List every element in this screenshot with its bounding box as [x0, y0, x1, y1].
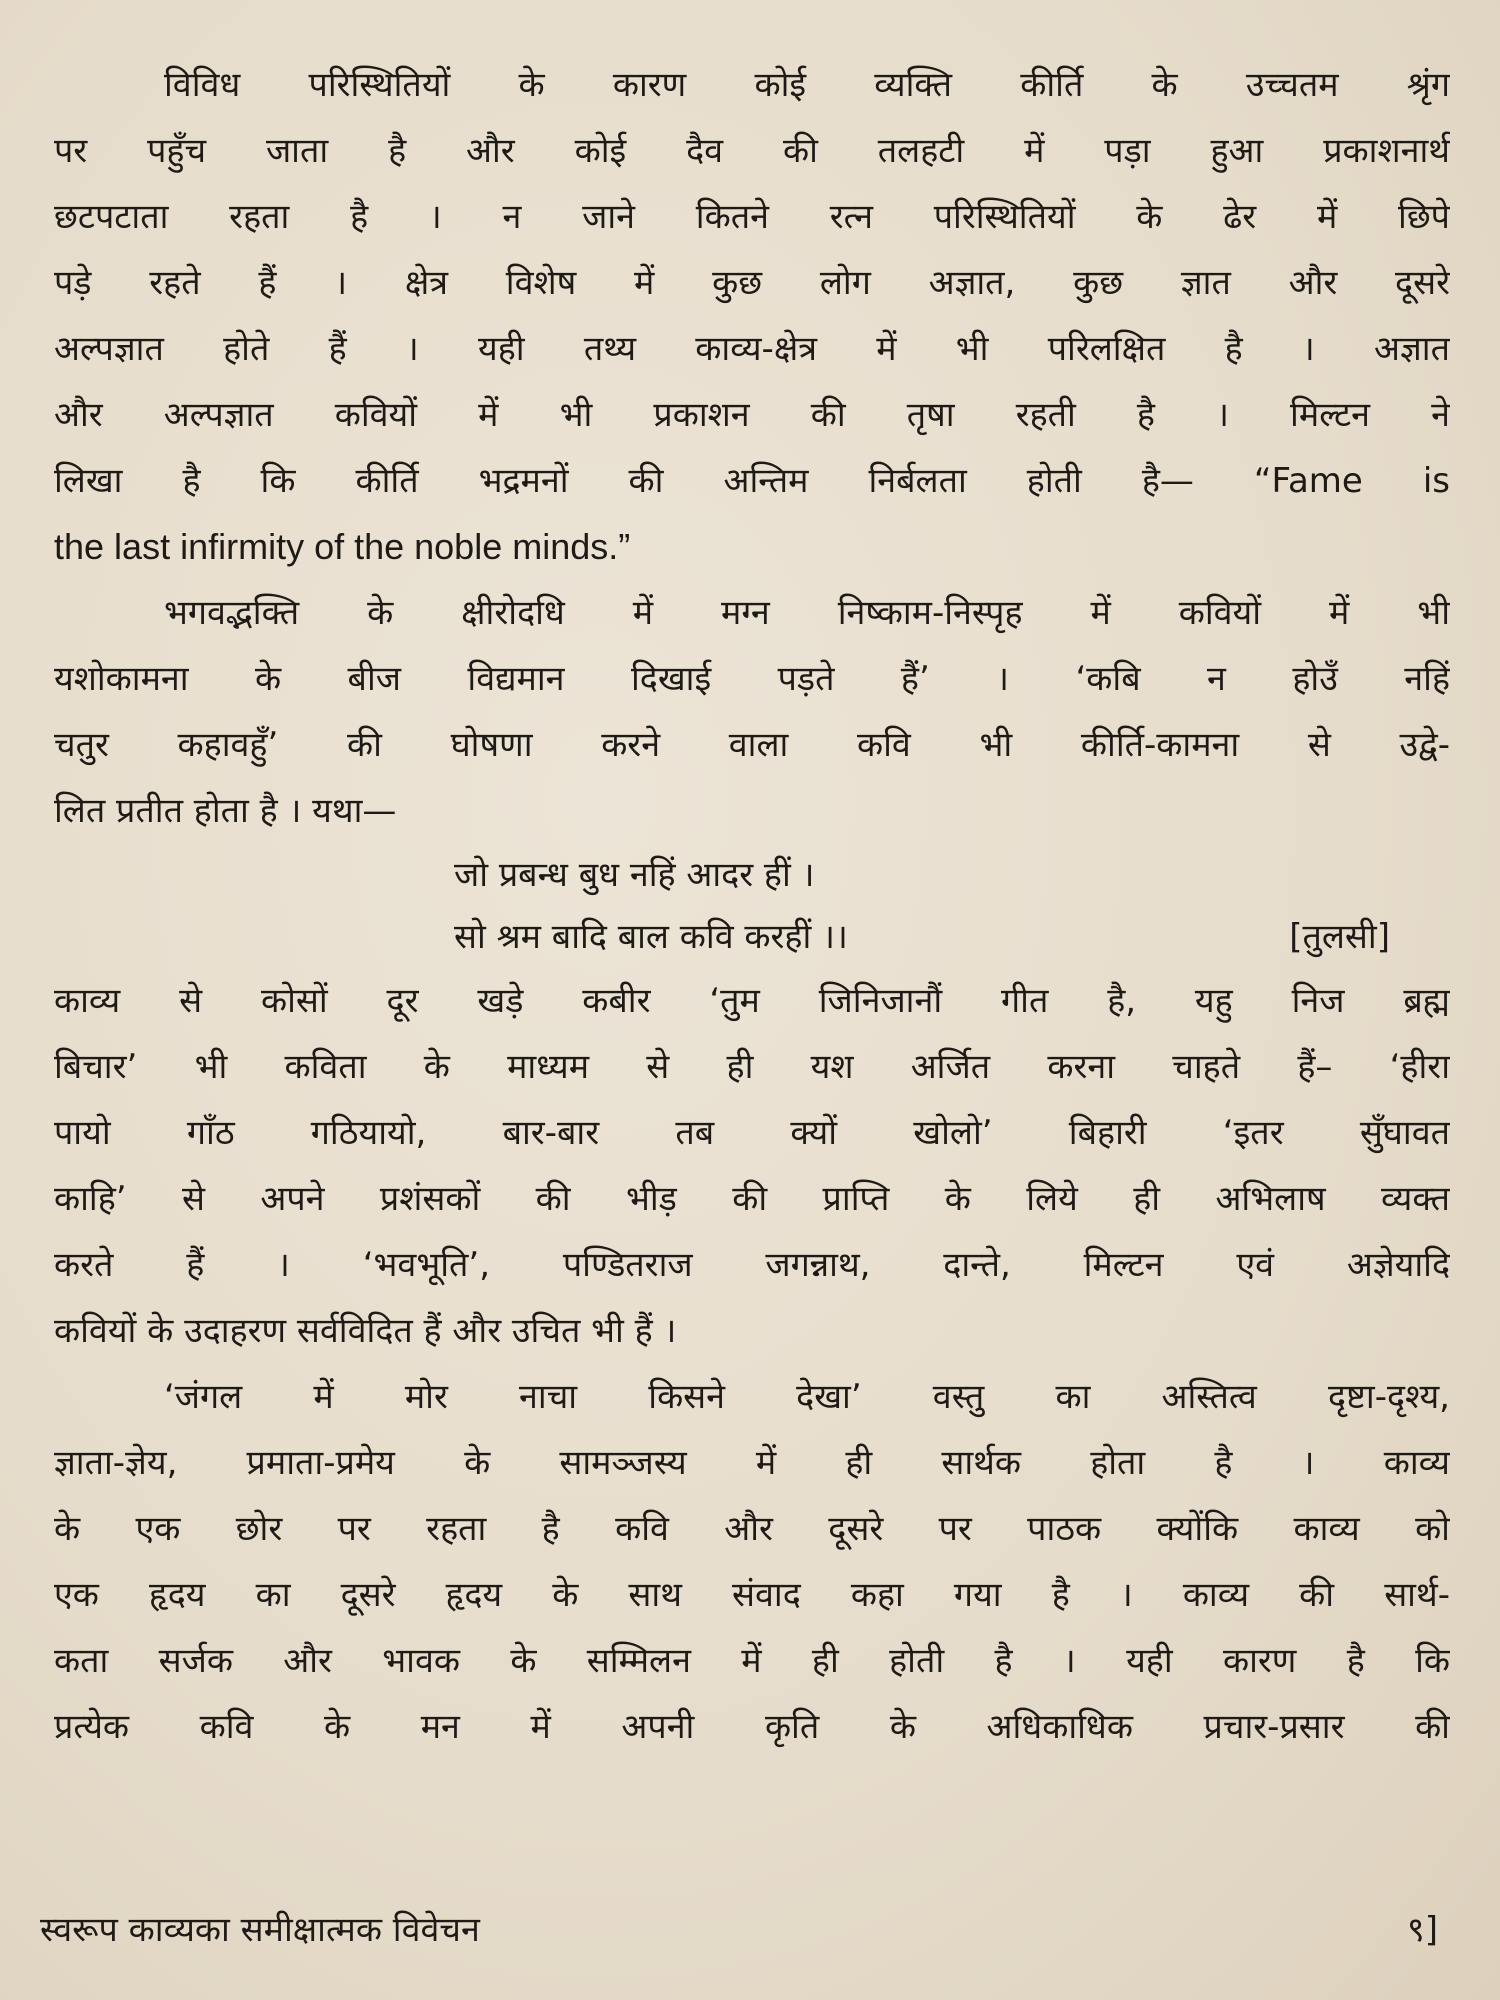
text-line-english-quote: the last infirmity of the noble minds.” [54, 526, 631, 567]
text-line: कता सर्जक और भावक के सम्मिलन में ही होती है । यही कारण है कि [54, 1641, 1450, 1681]
text-line: विविध परिस्थितियों के कारण कोई व्यक्ति कीर्ति के उच्चतम श्रृंग [164, 65, 1450, 105]
text-line: प्रत्येक कवि के मन में अपनी कृति के अधिकाधिक प्रचार-प्रसार की [54, 1707, 1450, 1747]
page-body [54, 52, 1450, 1760]
text-line: भगवद्भक्ति के क्षीरोदधि में मग्न निष्काम-निस्पृह में कवियों में भी [164, 593, 1450, 633]
text-line: बिचार’ भी कविता के माध्यम से ही यश अर्जित करना चाहते हैं– ‘हीरा [54, 1047, 1450, 1087]
text-line: पर पहुँच जाता है और कोई दैव की तलहटी में पड़ा हुआ प्रकाशनार्थ [54, 131, 1450, 171]
text-line: लिखा है कि कीर्ति भद्रमनों की अन्तिम निर्बलता होती है— “Fame is [54, 461, 1450, 501]
paragraph-3 [54, 968, 1450, 1364]
text-line: और अल्पज्ञात कवियों में भी प्रकाशन की तृषा रहती है । मिल्टन ने [54, 395, 1450, 435]
text-line: करते हैं । ‘भवभूति’, पण्डितराज जगन्नाथ, दान्ते, मिल्टन एवं अज्ञेयादि [54, 1245, 1450, 1285]
text-line: लित प्रतीत होता है । यथा— [54, 791, 397, 831]
page-number: ९] [1407, 1910, 1438, 1950]
text-line: कवियों के उदाहरण सर्वविदित हैं और उचित भी हैं । [54, 1311, 677, 1351]
paragraph-4 [54, 1364, 1450, 1760]
verse-line [54, 906, 1450, 968]
text-line: ज्ञाता-ज्ञेय, प्रमाता-प्रमेय के सामञ्जस्य में ही सार्थक होता है । काव्य [54, 1443, 1450, 1483]
verse-line [54, 844, 1450, 906]
page-footer [40, 1905, 1438, 1951]
verse-text: सो श्रम बादि बाल कवि करहीं ।। [454, 917, 848, 957]
text-line: ‘जंगल में मोर नाचा किसने देखा’ वस्तु का अस्तित्व दृष्टा-दृश्य, [164, 1377, 1450, 1417]
paragraph-2 [54, 580, 1450, 844]
text-line: यशोकामना के बीज विद्यमान दिखाई पड़ते हैं’ । ‘कबि न होउँ नहिं [54, 659, 1450, 699]
text-line: एक हृदय का दूसरे हृदय के साथ संवाद कहा गया है । काव्य की सार्थ- [54, 1575, 1450, 1615]
text-line: पायो गाँठ गठियायो, बार-बार तब क्यों खोलो’ बिहारी ‘इतर सुँघावत [54, 1113, 1450, 1153]
verse-text: जो प्रबन्ध बुध नहिं आदर हीं । [454, 855, 815, 895]
text-line: काव्य से कोसों दूर खड़े कबीर ‘तुम जिनिजानौं गीत है, यहु निज ब्रह्म [54, 981, 1450, 1021]
text-line: अल्पज्ञात होते हैं । यही तथ्य काव्य-क्षेत्र में भी परिलक्षित है । अज्ञात [54, 329, 1450, 369]
text-line: छटपटाता रहता है । न जाने कितने रत्न परिस्थितियों के ढेर में छिपे [54, 197, 1450, 237]
text-line: काहि’ से अपने प्रशंसकों की भीड़ की प्राप्ति के लिये ही अभिलाष व्यक्त [54, 1179, 1450, 1219]
text-line: के एक छोर पर रहता है कवि और दूसरे पर पाठक क्योंकि काव्य को [54, 1509, 1450, 1549]
running-title: स्वरूप काव्यका समीक्षात्मक विवेचन [40, 1910, 480, 1950]
text-line: चतुर कहावहुँ’ की घोषणा करने वाला कवि भी कीर्ति-कामना से उद्वे- [54, 725, 1450, 765]
text-line: पड़े रहते हैं । क्षेत्र विशेष में कुछ लोग अज्ञात, कुछ ज्ञात और दूसरे [54, 263, 1450, 303]
verse-source: [तुलसी] [1289, 917, 1390, 957]
paragraph-1 [54, 52, 1450, 580]
verse-quote [54, 844, 1450, 968]
